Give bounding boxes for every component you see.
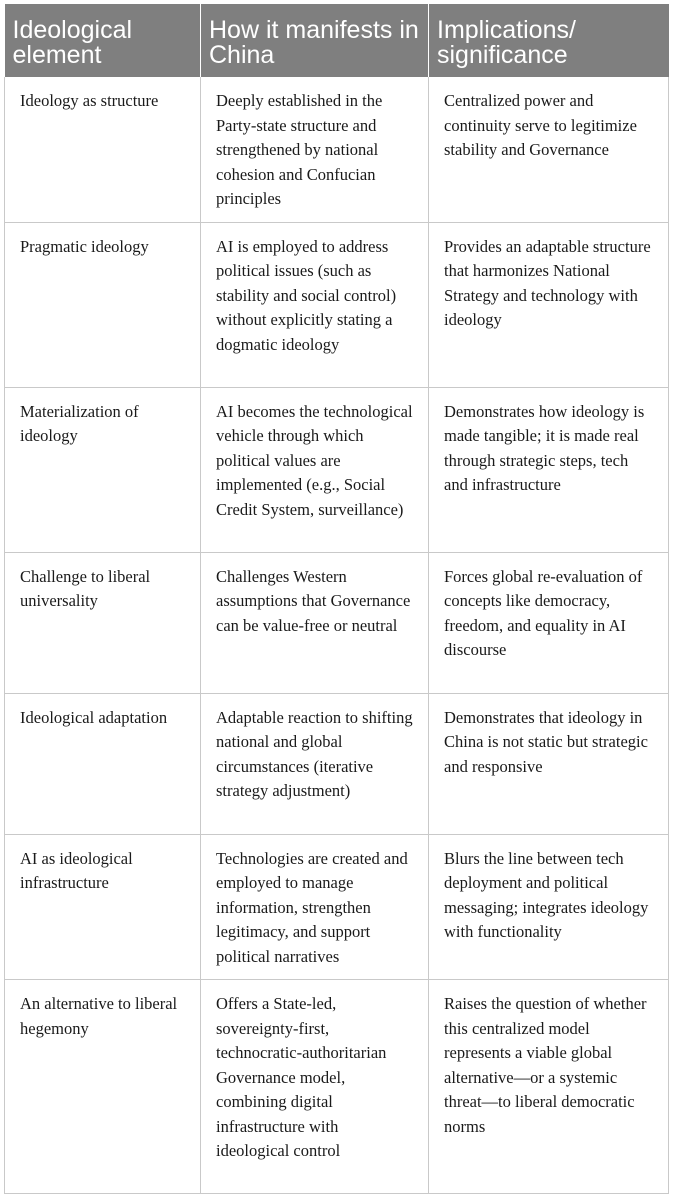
- header-manifestation: How it manifests in China: [201, 4, 429, 77]
- table-row: [5, 834, 669, 980]
- cell-element: AI as ideological infrastructure: [5, 834, 201, 980]
- table-row: [5, 552, 669, 693]
- table-row: [5, 387, 669, 552]
- cell-implication: Centralized power and continuity serve to legitimize stability and Governance: [429, 77, 669, 222]
- cell-manifestation: Offers a State-led, sovereignty-first, technocratic-authoritarian Governance model, combining digital infrastructure with ideological control: [201, 980, 429, 1194]
- cell-implication: Blurs the line between tech deployment and political messaging; integrates ideology with functionality: [429, 834, 669, 980]
- cell-manifestation: Deeply established in the Party-state structure and strengthened by national cohesion and Confucian principles: [201, 77, 429, 222]
- cell-manifestation: Challenges Western assumptions that Governance can be value-free or neutral: [201, 552, 429, 693]
- cell-implication: Provides an adaptable structure that harmonizes National Strategy and technology with ideology: [429, 222, 669, 387]
- ideology-table: [4, 4, 669, 1194]
- table-body: [5, 77, 669, 1194]
- cell-manifestation: Technologies are created and employed to manage information, strengthen legitimacy, and support political narratives: [201, 834, 429, 980]
- header-implications: Implications/ significance: [429, 4, 669, 77]
- table-row: [5, 222, 669, 387]
- header-ideological-element: Ideological element: [5, 4, 201, 77]
- cell-element: An alternative to liberal hegemony: [5, 980, 201, 1194]
- cell-element: Ideological adaptation: [5, 693, 201, 834]
- table-row: [5, 693, 669, 834]
- cell-element: Materialization of ideology: [5, 387, 201, 552]
- cell-manifestation: AI is employed to address political issues (such as stability and social control) without explicitly stating a dogmatic ideology: [201, 222, 429, 387]
- cell-element: Ideology as structure: [5, 77, 201, 222]
- cell-implication: Raises the question of whether this centralized model represents a viable global alternative—or a systemic threat—to liberal democratic norms: [429, 980, 669, 1194]
- cell-element: Challenge to liberal universality: [5, 552, 201, 693]
- cell-manifestation: Adaptable reaction to shifting national and global circumstances (iterative strategy adjustment): [201, 693, 429, 834]
- table-row: [5, 980, 669, 1194]
- cell-implication: Demonstrates how ideology is made tangible; it is made real through strategic steps, tech and infrastructure: [429, 387, 669, 552]
- cell-element: Pragmatic ideology: [5, 222, 201, 387]
- cell-implication: Demonstrates that ideology in China is not static but strategic and responsive: [429, 693, 669, 834]
- table-row: [5, 77, 669, 222]
- header-row: [5, 4, 669, 77]
- cell-manifestation: AI becomes the technological vehicle through which political values are implemented (e.g., Social Credit System, surveillance): [201, 387, 429, 552]
- cell-implication: Forces global re-evaluation of concepts like democracy, freedom, and equality in AI discourse: [429, 552, 669, 693]
- table-header: [5, 4, 669, 77]
